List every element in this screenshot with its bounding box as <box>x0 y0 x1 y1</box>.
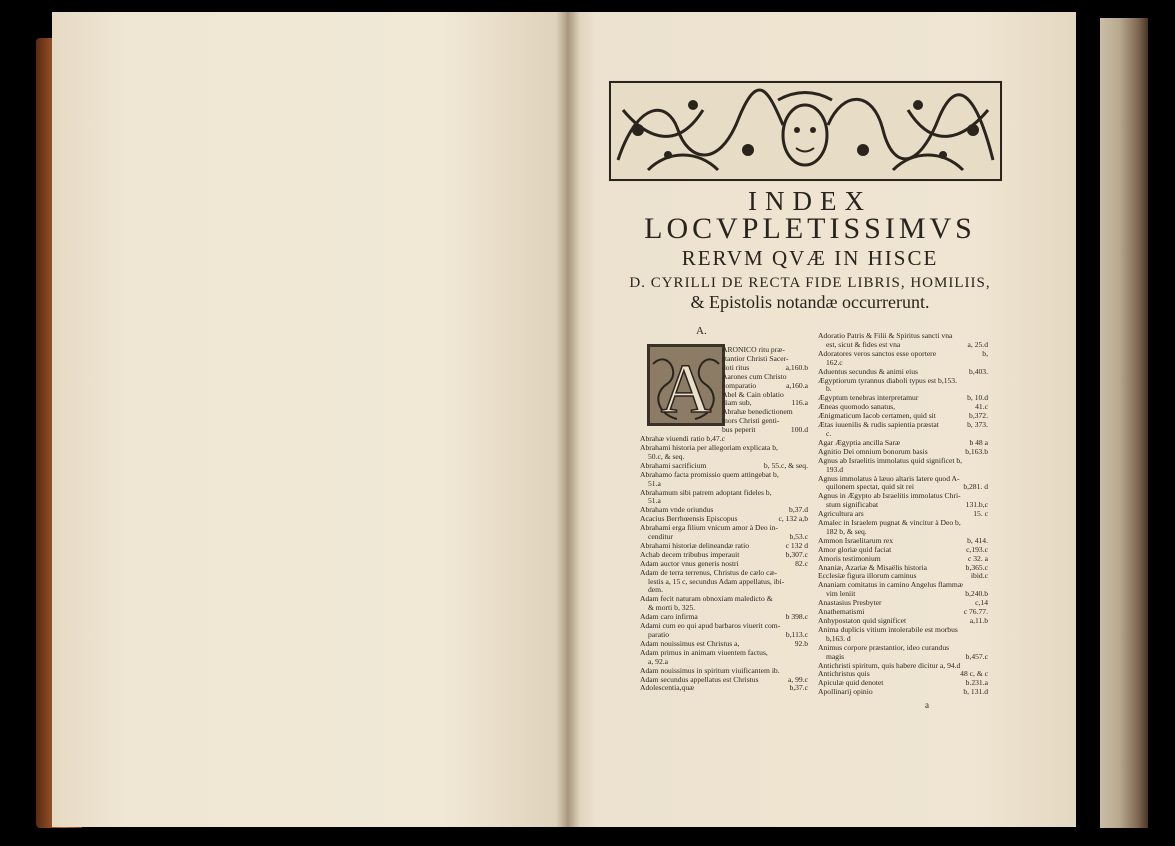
index-entry-text: Ægyptum tenebras interpretamur <box>818 393 919 403</box>
index-entry-text: c. <box>826 428 832 438</box>
index-entry-reference: a, 25.d <box>967 339 988 349</box>
index-entry-reference <box>984 377 988 386</box>
index-entry-text: 50.c, & seq. <box>648 451 685 461</box>
index-entry-reference: b, 373. <box>967 420 988 430</box>
left-page-blank <box>52 12 570 827</box>
index-entry-reference: b,372. <box>969 411 988 421</box>
index-entry-text: bus peperit <box>722 425 756 435</box>
index-entry-reference: b,163.b <box>965 446 988 456</box>
index-entry <box>818 421 988 430</box>
index-entry-reference <box>984 635 988 644</box>
index-entry-reference <box>804 435 808 444</box>
svg-text:A: A <box>660 351 712 426</box>
index-entry-text: Acacius Berrhœensis Episcopus <box>640 514 738 524</box>
index-entry-reference <box>804 346 808 355</box>
index-entry-reference: b, 55.c, & seq. <box>763 460 808 470</box>
index-entry <box>818 350 988 359</box>
index-entry-text: Abrahæ viuendi ratio b,47.c <box>640 434 725 444</box>
index-entry-text: Amalec in Israelem pugnat & vincitur à Deo b, <box>818 518 961 528</box>
index-entry <box>640 578 808 587</box>
index-entry-reference: b,240.b <box>965 589 988 599</box>
index-entry-text: Adam auctor vnus generis nostri <box>640 558 739 568</box>
title-line-index: INDEX <box>748 186 872 216</box>
signature-mark: a <box>925 700 929 710</box>
index-entry-text: Abel & Cain oblatio <box>722 389 784 399</box>
index-column-left <box>640 346 808 693</box>
index-entry-text: Adolescentia,quæ <box>640 683 695 693</box>
index-entry <box>640 684 808 693</box>
index-entry-text: Abrahami historia per allegoriam explicata b, <box>640 442 778 452</box>
index-entry-text: est, sicut & fides est vna <box>826 339 901 349</box>
index-entry-reference: b,281. d <box>963 482 988 492</box>
index-entry-text: diam sub, <box>722 398 752 408</box>
index-column-right <box>818 332 988 697</box>
index-entry-text: Abrahamo facta promissio quem attingebat b, <box>640 469 779 479</box>
index-entry-text: magis <box>826 651 845 661</box>
index-entry-text: Anastasius Presbyter <box>818 598 882 608</box>
index-entry-text: quilonem spectat, quid sit rei <box>826 482 914 492</box>
index-entry-text: Ananiæ, Azariæ & Misaëlis historia <box>818 562 928 572</box>
index-entry-text: Amoris testimonium <box>818 553 881 563</box>
index-entry-reference: a,160.b <box>785 362 808 372</box>
index-entry-text: 51.a <box>648 496 661 506</box>
index-entry-reference: b,37.d <box>789 505 808 515</box>
index-entry-text: Antichristus quis <box>818 669 870 679</box>
index-entry-text: Ecclesiæ figura illorum caminus <box>818 571 917 581</box>
index-entry-reference <box>804 649 808 658</box>
book-gutter <box>556 12 580 827</box>
index-entry-text: Adam primus in animam viuentem factus, <box>640 647 768 657</box>
title-line-epistolis: & Epistolis notandæ occurrerunt. <box>690 292 930 312</box>
index-entry-reference: b, 10.d <box>967 393 988 403</box>
index-entry-reference <box>984 519 988 528</box>
index-entry-reference: 100.d <box>790 425 808 435</box>
index-entry-text: Aduentus secundus & animi eius <box>818 366 918 376</box>
index-entry <box>818 688 988 697</box>
index-entry-reference <box>804 471 808 480</box>
index-entry-reference: b 48 a <box>969 437 988 447</box>
index-entry-text: paratio <box>648 630 670 639</box>
index-entry-reference: a,160.a <box>786 380 808 390</box>
index-entry-text: Anathematismi <box>818 607 865 617</box>
index-entry-reference: 15. c <box>973 509 988 519</box>
index-entry-text: 182 b, & seq. <box>826 526 867 536</box>
index-entry-text: Animus corpore præstantior, ideo curandus <box>818 642 950 652</box>
index-entry-text: Agnitio Dei omnium bonorum basis <box>818 446 928 456</box>
index-entry-reference: b, 131.d <box>963 687 988 697</box>
index-entry-reference <box>804 408 808 417</box>
section-letter: A. <box>696 325 707 337</box>
index-entry-text: comparatio <box>722 380 757 390</box>
index-entry-text: Ægyptiorum tyrannus diaboli typus est b,153. <box>818 375 958 385</box>
title-line-rerum: RERVM QVÆ IN HISCE <box>681 246 939 270</box>
index-entry-reference: b.231.a <box>965 678 988 688</box>
index-entry-reference <box>804 586 808 595</box>
index-entry-text: Adam nouissimus in spiritum viuificantem ib. <box>640 665 780 675</box>
index-entry-text: Anima duplicis vitium intolerabile est morbus <box>818 624 958 634</box>
index-entry-text: Agricultura ars <box>818 509 864 519</box>
index-entry-reference: a, 99.c <box>787 674 808 684</box>
ornamental-headpiece <box>608 80 1003 182</box>
index-entry-text: Abrahami historiæ delineandæ ratio <box>640 540 750 550</box>
index-entry-reference: b,403. <box>969 366 988 376</box>
index-entry-reference <box>984 626 988 635</box>
index-entry-text: Abrahamum sibi patrem adoptant fideles b, <box>640 487 772 497</box>
index-entry-text: Adam nouissimus est Christus a, <box>640 638 740 648</box>
index-entry-reference <box>804 489 808 498</box>
index-entry-text: 51.a <box>648 478 661 488</box>
index-entry-text: Abraham vnde oriundus <box>640 505 714 515</box>
index-entry-reference: 92.b <box>794 638 808 648</box>
index-entry-text: Aarones cum Christo <box>722 371 787 381</box>
index-entry-text: stum significabat <box>826 500 879 510</box>
index-entry-text: & morti b, 325. <box>648 603 696 613</box>
index-entry-text: cenditur <box>648 532 673 542</box>
index-entry-reference <box>804 578 808 587</box>
index-entry-text: Agar Ægyptia ancilla Saræ <box>818 437 901 447</box>
index-entry-text: Adam fecit naturam obnoxiam maledicto & <box>640 594 773 604</box>
index-entry-text: Abrahami sacrificium <box>640 460 707 470</box>
index-entry-reference: 41.c <box>975 402 988 412</box>
index-entry-text: Æneas quomodo sanatus, <box>818 402 895 412</box>
index-entry-text: 193.d <box>826 464 844 474</box>
index-entry-reference: b,37.c <box>789 683 808 693</box>
index-entry-reference: 48 c, & c <box>960 669 988 679</box>
index-entry-reference: 131.b,c <box>965 500 988 510</box>
index-entry-text: vim leniit <box>826 589 856 599</box>
index-entry-text: Adoratio Patris & Filii & Spiritus sancti vna <box>818 331 953 340</box>
index-entry-reference <box>804 480 808 489</box>
index-entry-reference: b,53.c <box>789 532 808 542</box>
index-entry-reference <box>804 569 808 578</box>
index-entry-reference: c 76.77. <box>963 607 988 617</box>
index-entry-text: Abrahæ benedictionem <box>722 407 793 417</box>
index-entry-text: Anhypostaton quid significet <box>818 616 907 625</box>
index-entry-reference <box>984 466 988 475</box>
index-entry-text: b. <box>826 384 832 394</box>
index-entry-text: Abrahami erga filium vnicum amor à Deo in- <box>640 523 778 533</box>
index-entry-text: Adoratores veros sanctos esse oportere <box>818 348 937 358</box>
title-line-cyrilli: D. CYRILLI DE RECTA FIDE LIBRIS, HOMILIIS, <box>629 275 991 291</box>
index-entry <box>818 457 988 466</box>
index-entry-text: Agnus ab Israelitis immolatus quid significet b, <box>818 455 963 465</box>
index-entry <box>640 471 808 480</box>
index-entry-reference: c, 132 a,b <box>778 514 808 524</box>
index-entry-reference <box>804 658 808 667</box>
index-entry-text: mors Christi genti- <box>722 416 780 426</box>
book-edge-right <box>1100 18 1148 828</box>
index-entry-text: Amor gloriæ quid faciat <box>818 544 892 554</box>
index-entry-reference: ibid.c <box>970 571 988 581</box>
index-entry-text: Adami cum eo qui apud barbaros viuerit com- <box>640 621 781 631</box>
index-entry-reference <box>804 444 808 453</box>
index-entry-reference: b 398.c <box>785 612 808 622</box>
index-entry-reference: b,113.c <box>785 630 808 639</box>
index-entry-reference: b,307.c <box>785 549 808 559</box>
index-entry-text: doti ritus <box>722 362 750 372</box>
index-entry-reference: 116.a <box>791 398 808 408</box>
index-entry <box>818 377 988 386</box>
index-entry-text: Apiculæ quid denotet <box>818 678 884 688</box>
title-line-locupletissimus: LOCVPLETISSIMVS <box>644 212 976 245</box>
index-entry-text: Ætas iuuenilis & rudis sapientia præstat <box>818 420 939 430</box>
index-entry-reference <box>984 457 988 466</box>
index-entry-reference: a,11.b <box>969 616 988 625</box>
index-entry-reference: 82.c <box>795 558 808 568</box>
index-entry-text: Antichristi spiritum, quis habere dicitur a, 94.d <box>818 660 961 670</box>
index-entry-text: b,163. d <box>826 633 851 643</box>
index-entry-text: Adam secundus appellatus est Christus <box>640 674 759 684</box>
index-entry-reference: b,457.c <box>965 651 988 661</box>
index-entry-text: a, 92.a <box>648 656 669 666</box>
index-entry-text: lestis a, 15 c, secundus Adam appellatus, ibi- <box>648 576 785 586</box>
index-entry-text: ARONICO ritu præ- <box>722 345 785 354</box>
index-entry-reference: c,193.c <box>966 544 988 554</box>
index-entry-text: Ænigmaticum Iacob certamen, quid sit <box>818 411 936 421</box>
index-entry-text: Achab decem tribubus imperauit <box>640 549 740 559</box>
index-entry-reference <box>804 595 808 604</box>
index-entry-text: Ananiam comitatus in camino Angelus flammæ <box>818 580 963 590</box>
index-entry-reference: c 132 d <box>785 540 808 550</box>
index-entry-text: dem. <box>648 585 663 595</box>
index-entry-reference: b,365.c <box>965 562 988 572</box>
index-entry-text: Apollinarij opinio <box>818 687 873 697</box>
index-entry <box>640 489 808 498</box>
index-entry-reference: b, <box>982 348 988 358</box>
index-entry-text: Agnus in Ægypto ab Israelitis immolatus Chri- <box>818 491 961 501</box>
index-entry-text: Adam caro infirma <box>640 612 698 622</box>
index-entry-text: stantior Christi Sacer- <box>722 353 789 363</box>
index-entry-text: Agnus immolatus à læuo altaris latere quod A- <box>818 473 960 483</box>
index-entry-reference: c 32. a <box>967 553 988 563</box>
index-entry-reference: b, 414. <box>967 535 988 545</box>
index-entry-reference: c,14 <box>975 598 988 608</box>
index-entry-text: 162.c <box>826 357 843 367</box>
index-entry-text: Adam de terra terrenus, Christus de cælo cæ- <box>640 567 778 577</box>
index-entry-text: Ammon Israelitarum rex <box>818 535 894 545</box>
